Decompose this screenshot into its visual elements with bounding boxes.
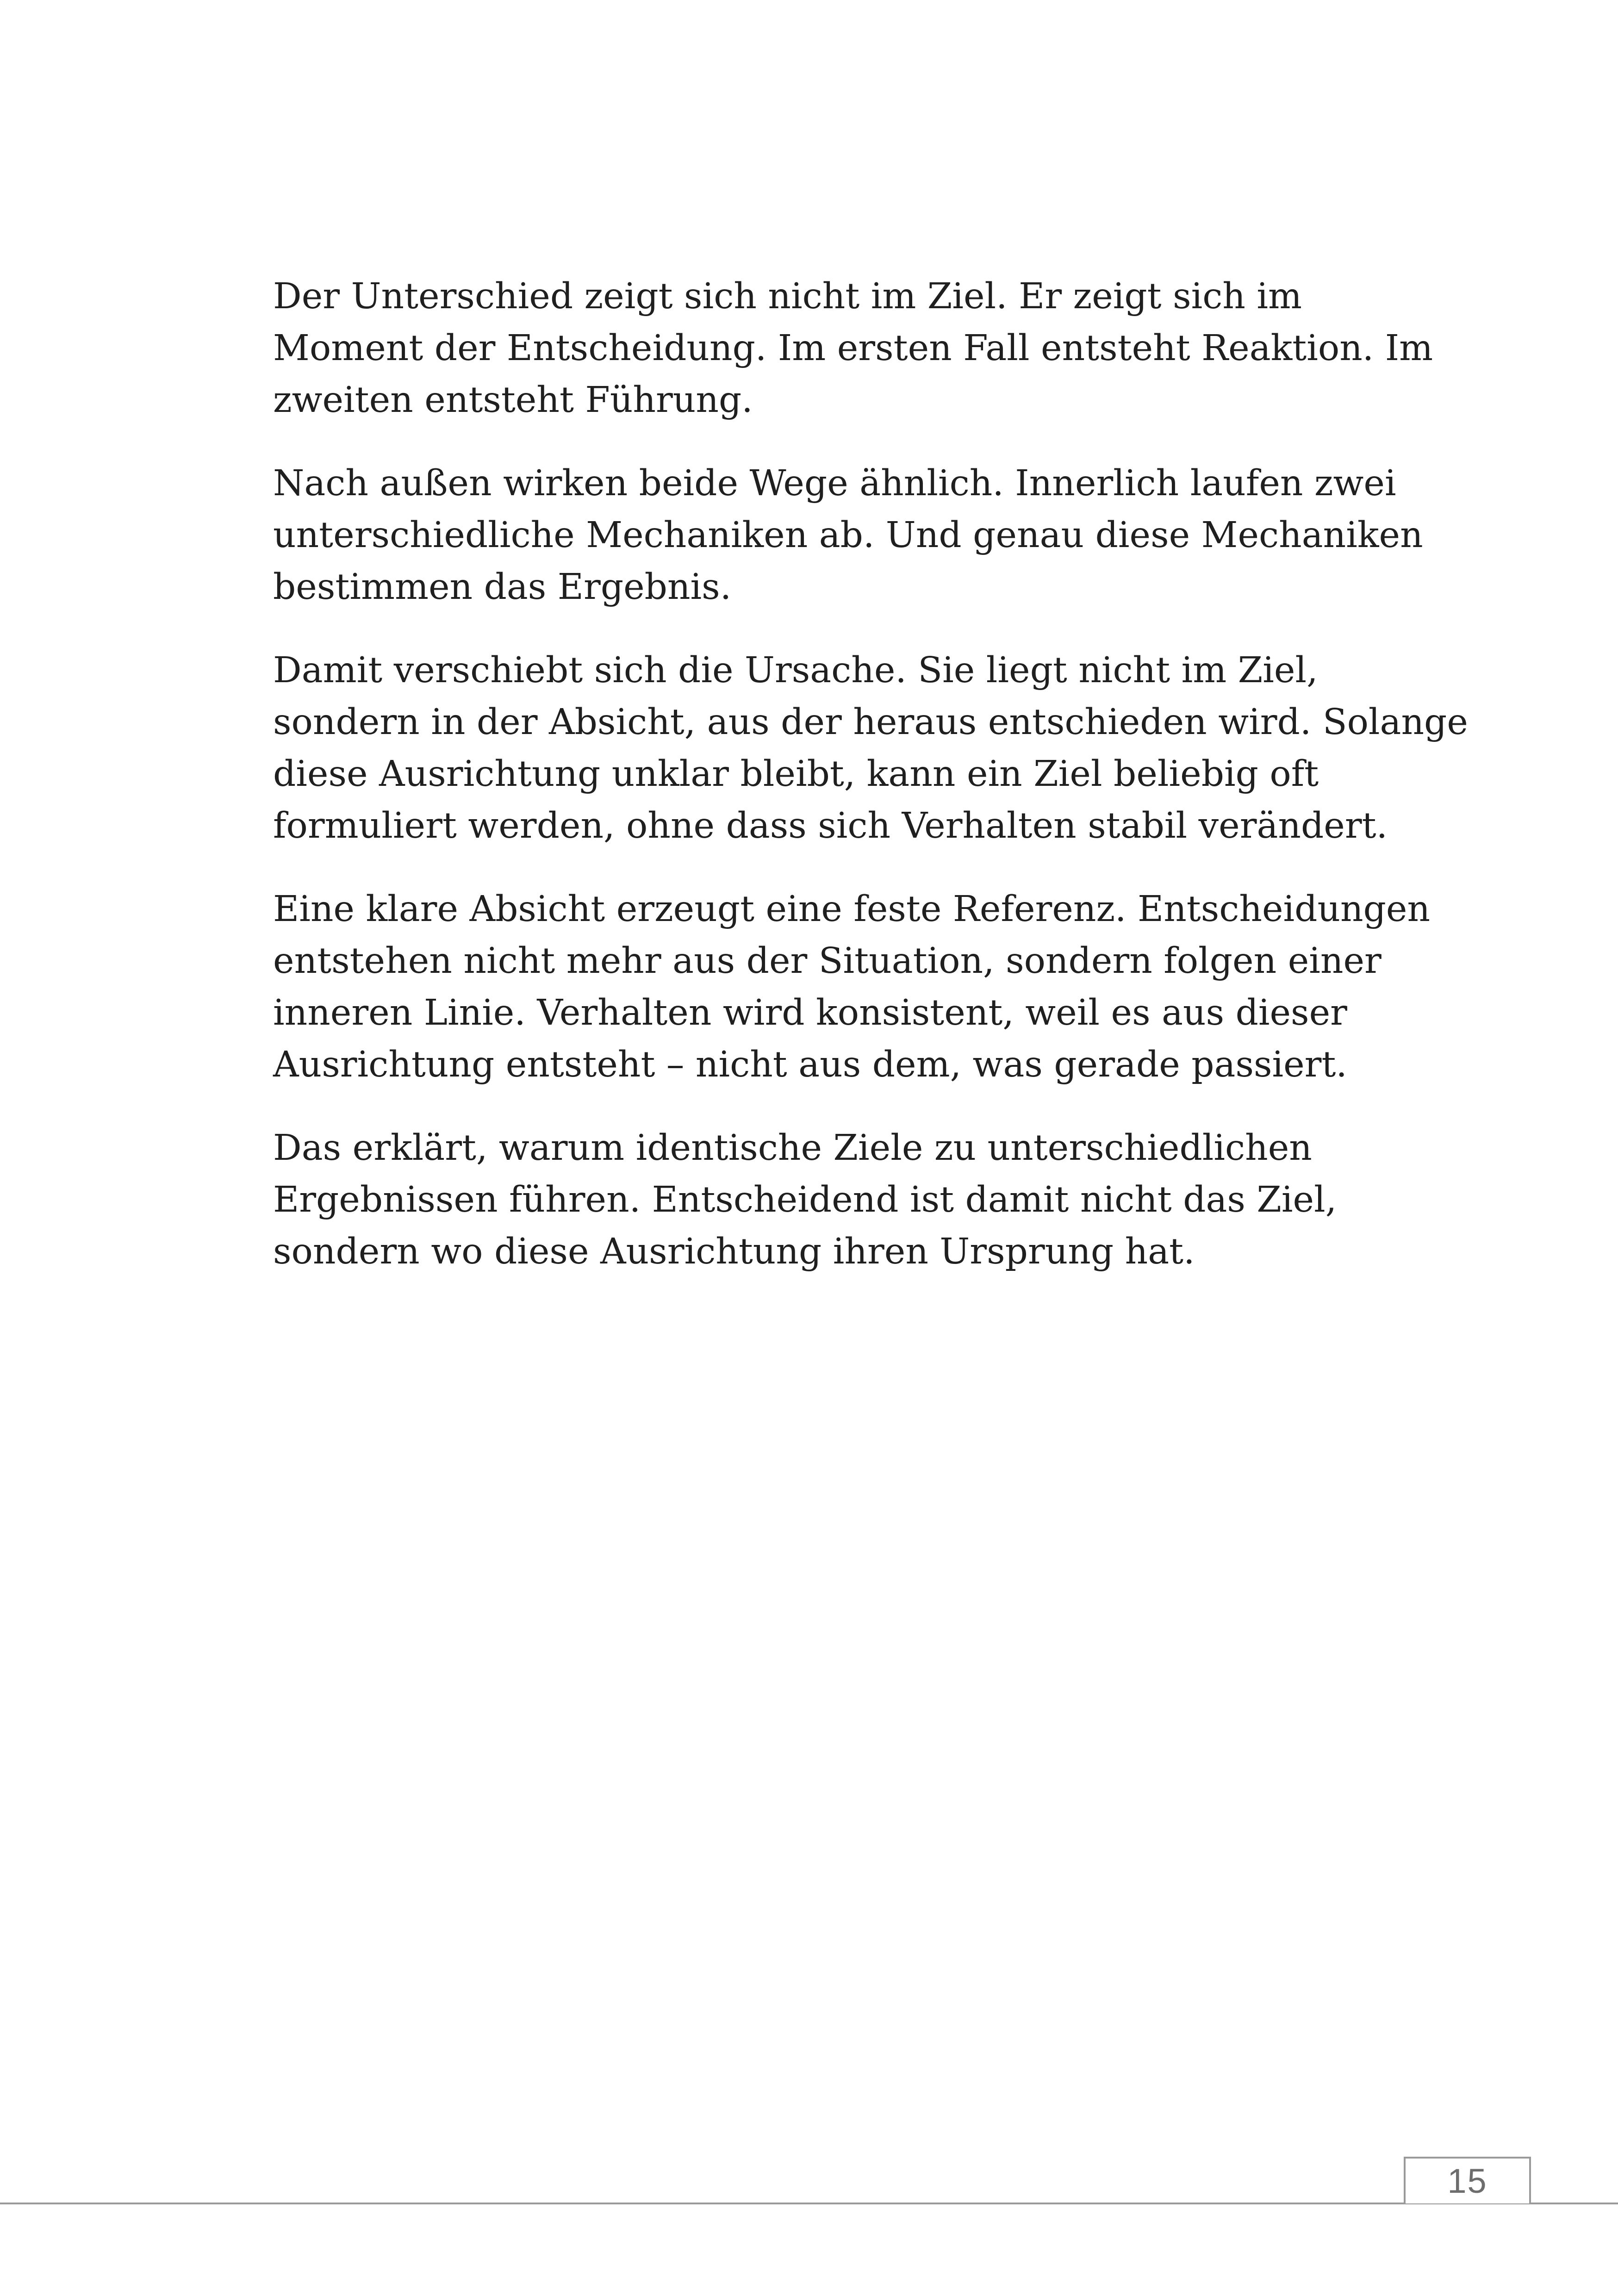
paragraph-4 <box>273 884 1431 1091</box>
text-line: Der Unterschied zeigt sich nicht im Ziel. Er zeigt sich im <box>273 276 1302 317</box>
text-line: Eine klare Absicht erzeugt eine feste Referenz. Entscheidungen <box>273 889 1431 930</box>
text-line: formuliert werden, ohne dass sich Verhalten stabil verändert. <box>273 805 1388 846</box>
paragraph-5 <box>273 1122 1379 1278</box>
text-line: sondern in der Absicht, aus der heraus entschieden wird. Solange <box>273 702 1468 743</box>
text-line: unterschiedliche Mechaniken ab. Und genau diese Mechaniken <box>273 515 1423 556</box>
text-line: bestimmen das Ergebnis. <box>273 566 732 608</box>
text-line: zweiten entsteht Führung. <box>273 380 753 421</box>
body-text <box>273 271 1468 1309</box>
text-line: Nach außen wirken beide Wege ähnlich. Innerlich laufen zwei <box>273 463 1396 504</box>
text-line: Ergebnissen führen. Entscheidend ist damit nicht das Ziel, <box>273 1179 1337 1220</box>
text-line: diese Ausrichtung unklar bleibt, kann ein Ziel beliebig oft <box>273 753 1319 795</box>
text-line: entstehen nicht mehr aus der Situation, sondern folgen einer <box>273 940 1382 982</box>
paragraph-1 <box>273 271 1433 426</box>
text-line: Ausrichtung entsteht – nicht aus dem, was gerade passiert. <box>273 1044 1347 1085</box>
text-line: sondern wo diese Ausrichtung ihren Ursprung hat. <box>273 1231 1195 1272</box>
text-line: Das erklärt, warum identische Ziele zu unterschiedlichen <box>273 1127 1312 1169</box>
page-number-box <box>1404 2157 1531 2203</box>
text-line: inneren Linie. Verhalten wird konsistent, weil es aus dieser <box>273 992 1347 1033</box>
text-line: Damit verschiebt sich die Ursache. Sie liegt nicht im Ziel, <box>273 650 1318 691</box>
paragraph-2 <box>273 458 1423 613</box>
paragraph-3 <box>273 645 1468 852</box>
page-number: 15 <box>1447 2161 1487 2200</box>
text-line: Moment der Entscheidung. Im ersten Fall entsteht Reaktion. Im <box>273 328 1433 369</box>
footer-rule <box>0 2203 1618 2204</box>
